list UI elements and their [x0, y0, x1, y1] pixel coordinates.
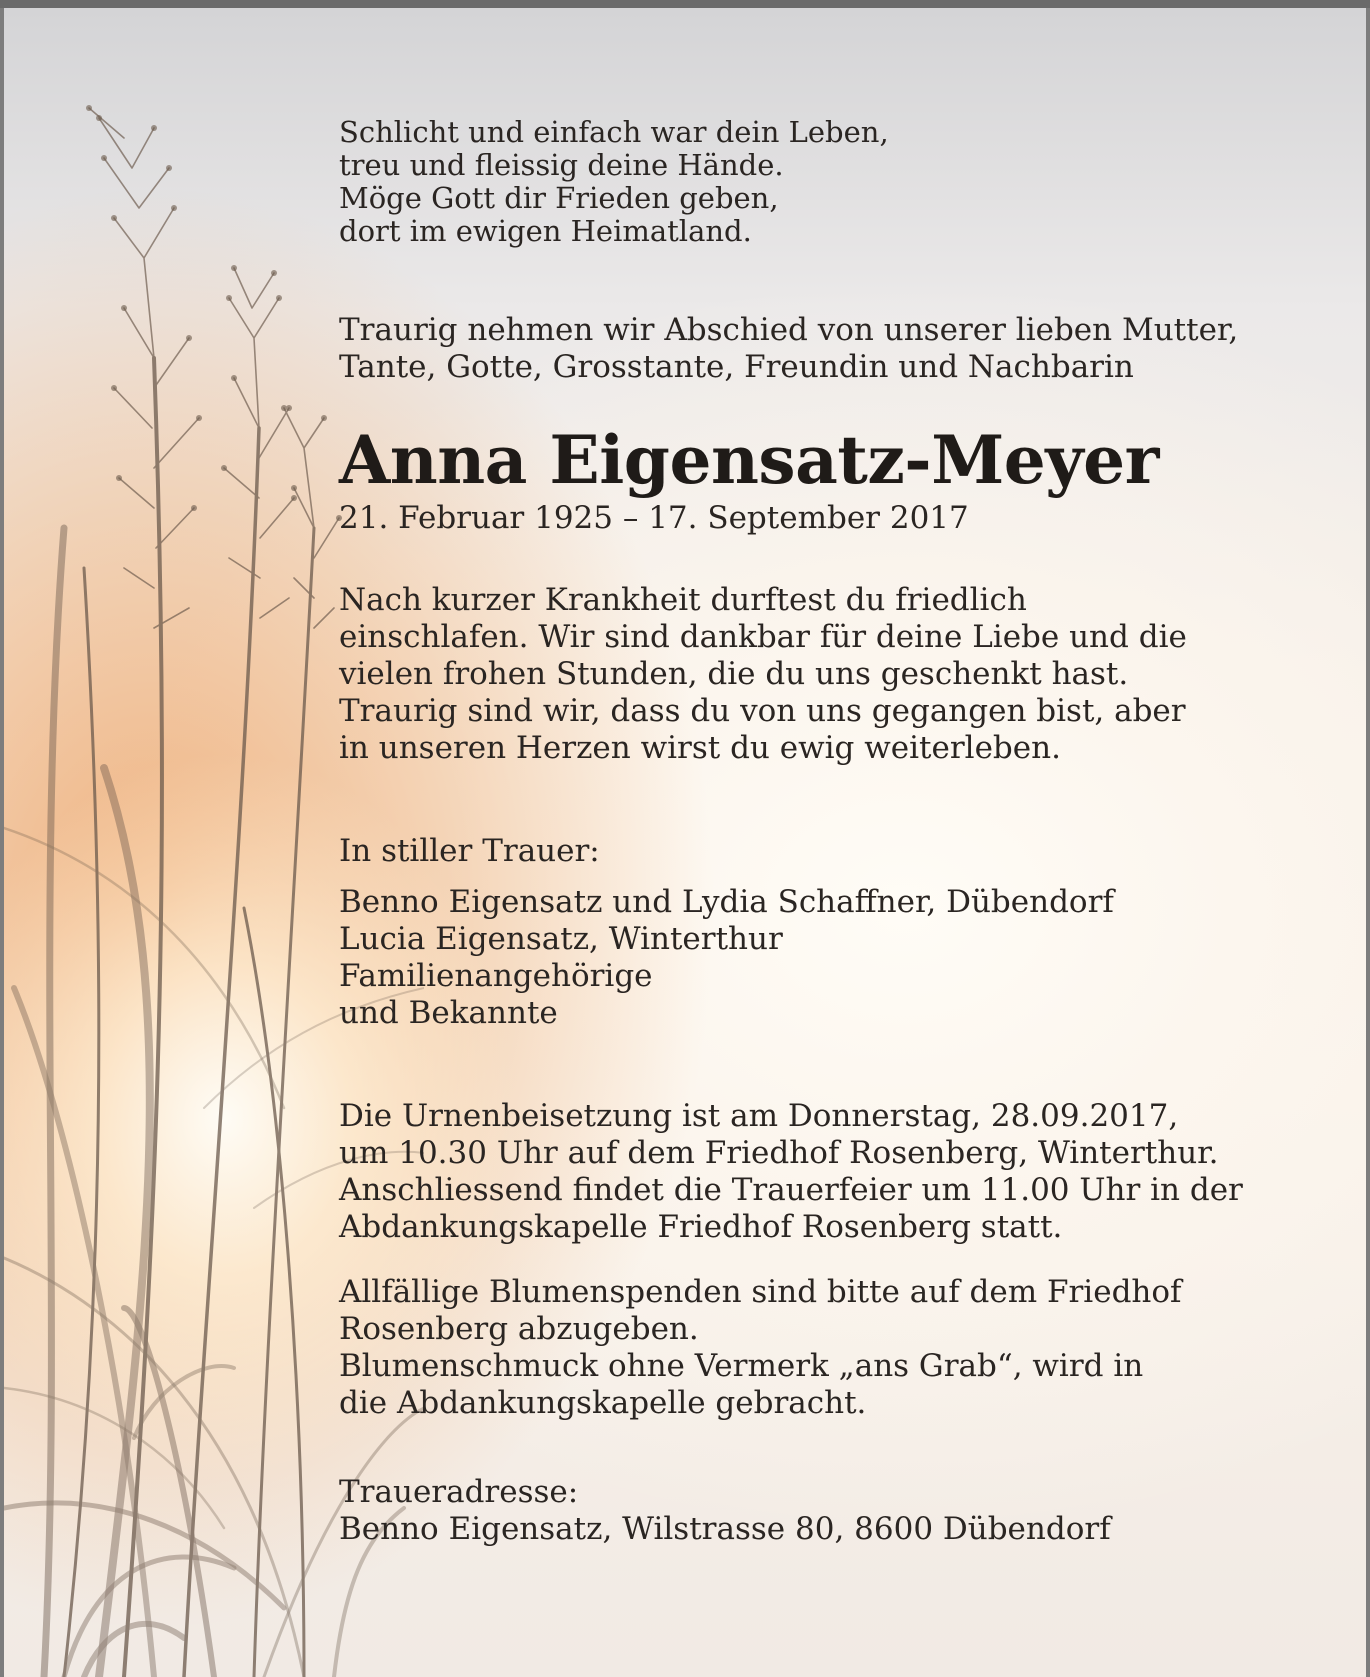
mourner-entry: und Bekannte — [339, 995, 558, 1031]
poem-line: Schlicht und einfach war dein Leben, — [339, 115, 889, 149]
poem-line: Möge Gott dir Frieden geben, — [339, 181, 779, 215]
ceremony-line: Abdankungskapelle Friedhof Rosenberg statt. — [339, 1209, 1063, 1245]
poem-line: dort im ewigen Heimatland. — [339, 214, 752, 248]
message-line: einschlafen. Wir sind dankbar für deine Liebe und die — [339, 619, 1187, 655]
life-dates: 21. Februar 1925 – 17. September 2017 — [339, 500, 969, 536]
message-line: Traurig sind wir, dass du von uns gegangen bist, aber — [339, 693, 1186, 729]
deceased-name: Anna Eigensatz-Meyer — [339, 421, 1159, 499]
flower-line: Blumenschmuck ohne Vermerk „ans Grab“, wird in — [339, 1348, 1144, 1384]
farewell-intro — [339, 312, 1339, 386]
flower-line: Allfällige Blumenspenden sind bitte auf dem Friedhof — [339, 1274, 1182, 1310]
flower-notice — [339, 1274, 1339, 1422]
condolence-message — [339, 582, 1339, 767]
obituary-card — [0, 8, 1370, 1677]
mourning-address — [339, 1474, 1339, 1548]
mourner-entry: Benno Eigensatz und Lydia Schaffner, Dübendorf — [339, 884, 1114, 920]
message-line: in unseren Herzen wirst du ewig weiterleben. — [339, 730, 1061, 766]
message-line: vielen frohen Stunden, die du uns geschenkt hast. — [339, 656, 1129, 692]
address-label: Traueradresse: — [339, 1474, 579, 1510]
intro-line: Traurig nehmen wir Abschied von unserer lieben Mutter, — [339, 312, 1239, 348]
intro-line: Tante, Gotte, Grosstante, Freundin und Nachbarin — [339, 349, 1134, 385]
flower-line: die Abdankungskapelle gebracht. — [339, 1385, 867, 1421]
mourner-entry: Lucia Eigensatz, Winterthur — [339, 921, 783, 957]
message-line: Nach kurzer Krankheit durftest du friedlich — [339, 582, 1027, 618]
ceremony-line: um 10.30 Uhr auf dem Friedhof Rosenberg, Winterthur. — [339, 1135, 1219, 1171]
ceremony-line: Die Urnenbeisetzung ist am Donnerstag, 28.09.2017, — [339, 1098, 1179, 1134]
memorial-poem — [339, 116, 1339, 248]
address-line: Benno Eigensatz, Wilstrasse 80, 8600 Dübendorf — [339, 1511, 1111, 1547]
obituary-content — [339, 116, 1339, 1548]
poem-line: treu und fleissig deine Hände. — [339, 148, 784, 182]
mourners-list — [339, 884, 1339, 1032]
flower-line: Rosenberg abzugeben. — [339, 1311, 699, 1347]
mourner-entry: Familienangehörige — [339, 958, 653, 994]
mourning-label: In stiller Trauer: — [339, 833, 600, 869]
ceremony-details — [339, 1098, 1339, 1246]
ceremony-line: Anschliessend findet die Trauerfeier um 11.00 Uhr in der — [339, 1172, 1243, 1208]
